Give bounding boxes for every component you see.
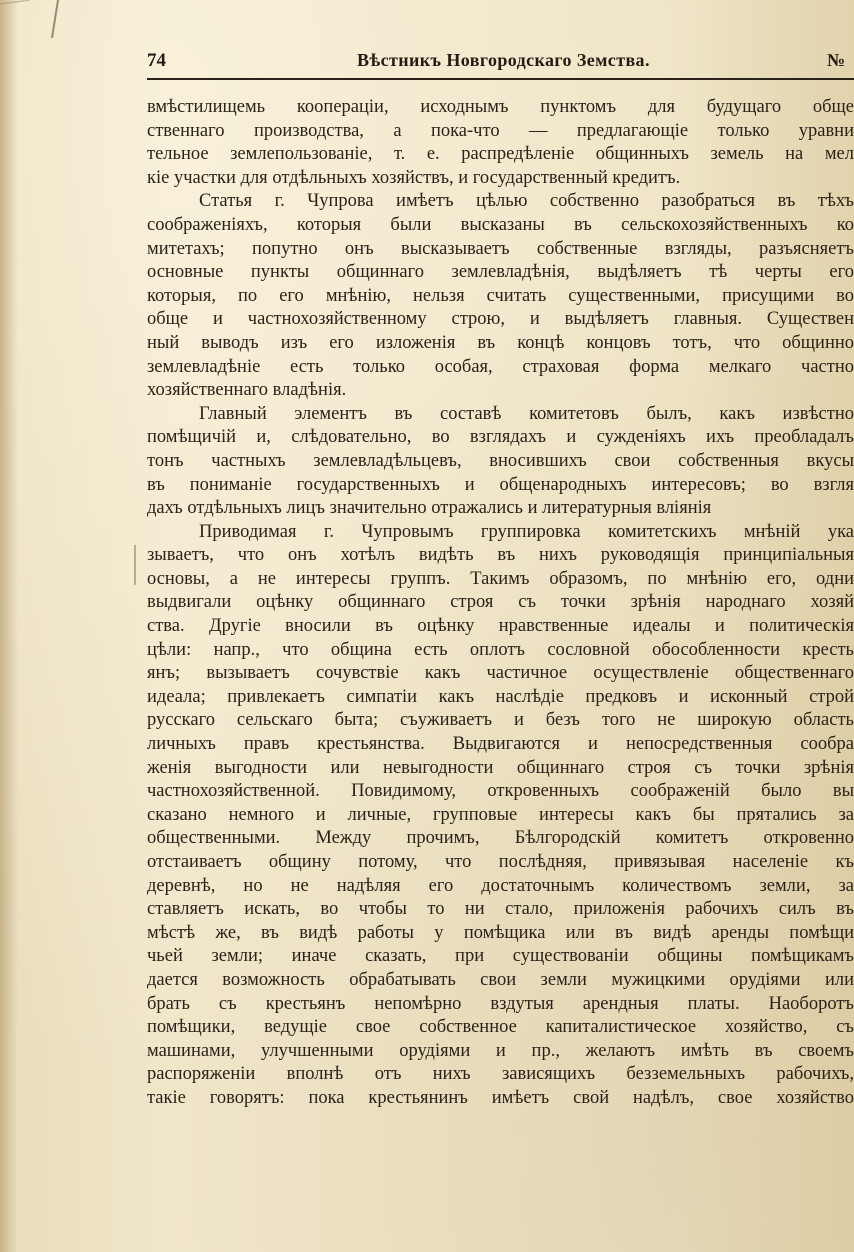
text-line: помѣщичій и, слѣдовательно, во взглядахъ и сужденіяхъ ихъ преобладалъ	[147, 427, 854, 448]
text-line: деревнѣ, но не надѣляя его достаточнымъ количествомъ земли, за	[147, 875, 854, 896]
page-number: 74	[147, 50, 166, 71]
text-line: обще и частнохозяйственному строю, и выдѣляетъ главныя. Существен	[147, 309, 854, 330]
text-line: общественными. Между прочимъ, Бѣлгородскій комитетъ откровенно	[147, 828, 854, 849]
page-left-edge-shadow	[0, 0, 18, 1252]
text-line: янъ; вызываетъ сочувствіе какъ частичное осуществленіе общественнаго	[147, 663, 854, 684]
text-line: машинами, улучшенными орудіями и пр., желаютъ имѣть въ своемъ	[147, 1040, 854, 1061]
text-line: личныхъ правъ крестьянства. Выдвигаются и непосредственныя сообра	[147, 734, 854, 755]
text-line: митетахъ; попутно онъ высказываетъ собственные взгляды, разъясняетъ	[147, 238, 854, 259]
text-line: чьей земли; иначе сказать, при существованіи общины помѣщикамъ	[147, 946, 854, 967]
text-line: тонъ частныхъ землевладѣльцевъ, вносившихъ свои собственныя вкусы	[147, 450, 854, 471]
corner-pen-mark	[0, 0, 70, 40]
text-line: отстаиваетъ общину потому, что послѣдняя, привязывая населеніе къ	[147, 852, 854, 872]
text-line: такіе говорятъ: пока крестьянинъ имѣетъ свой надѣлъ, свое хозяйство	[147, 1087, 854, 1108]
text-line: Главный элементъ въ составѣ комитетовъ былъ, какъ извѣстно	[199, 403, 854, 424]
text-line: дается возможность обрабатывать свои земли мужицкими орудіями или	[147, 969, 854, 990]
text-line: русскаго сельскаго быта; съуживаетъ и безъ того не широкую область	[147, 710, 854, 731]
text-line: въ пониманіе государственныхъ и общенародныхъ интересовъ; во взгля	[147, 474, 854, 495]
text-line: женія выгодности или невыгодности общиннаго строя съ точки зрѣнія	[147, 757, 854, 778]
text-line: вмѣстилищемь коопераціи, исходнымъ пунктомъ для будущаго обще	[147, 97, 854, 117]
text-line: ставляетъ искать, во чтобы то ни стало, приложенія рабочихъ силъ въ	[147, 899, 854, 920]
text-line: сказано немного и личные, групповые интересы какъ бы прятались за	[147, 804, 854, 825]
text-line: основные пункты общиннаго землевладѣнія, выдѣляетъ тѣ черты его	[147, 262, 854, 283]
text-line: помѣщики, ведущіе свое собственное капиталистическое хозяйство, съ	[147, 1017, 854, 1038]
text-line: землевладѣніе есть только особая, страховая форма мелкаго частно	[147, 356, 854, 377]
text-line: брать съ крестьянъ непомѣрно вздутыя арендныя платы. Наоборотъ	[147, 993, 854, 1014]
text-line: основы, а не интересы группъ. Такимъ образомъ, по мнѣнію его, одни	[147, 568, 854, 589]
text-line: ства. Другіе вносили въ оцѣнку нравственные идеалы и политическія	[147, 616, 854, 637]
running-title: Вѣстникъ Новгородскаго Земства.	[357, 50, 650, 70]
text-line: Приводимая г. Чупровымъ группировка комитетскихъ мнѣній ука	[199, 521, 854, 542]
running-header	[147, 50, 854, 74]
text-line: мѣстѣ же, въ видѣ работы у помѣщика или въ видѣ аренды помѣщи	[147, 922, 854, 943]
text-line: тельное землепользованіе, т. е. распредѣленіе общинныхъ земель на мел	[147, 144, 854, 165]
text-line: которыя, по его мнѣнію, нельзя считать существенными, присущими во	[147, 285, 854, 306]
text-line: Статья г. Чупрова имѣетъ цѣлью собственно разобраться въ тѣхъ	[199, 191, 854, 212]
text-line: ственнаго производства, а пока-что — предлагающіе только уравни	[147, 120, 854, 141]
header-rule	[147, 78, 854, 80]
text-line: зываетъ, что онъ хотѣлъ видѣть въ нихъ руководящія принципіальныя	[147, 545, 854, 566]
text-line: цѣли: напр., что община есть оплотъ сословной обособленности кресть	[147, 639, 854, 660]
text-line: идеала; привлекаетъ симпатіи какъ наслѣдіе предковъ и исконный строй	[147, 686, 854, 707]
text-line: ный выводъ изъ его изложенія въ концѣ концовъ тотъ, что общинно	[147, 332, 854, 353]
text-line: кіе участки для отдѣльныхъ хозяйствъ, и государственный кредитъ.	[147, 167, 681, 188]
text-line: дахъ отдѣльныхъ лицъ значительно отражались и литературныя вліянія	[147, 498, 712, 519]
body-text	[147, 96, 854, 1246]
text-line: хозяйственнаго владѣнія.	[147, 380, 347, 401]
text-line: соображеніяхъ, которыя были высказаны въ сельскохозяйственныхъ ко	[147, 214, 854, 235]
text-line: частнохозяйственной. Повидимому, откровенныхъ соображеній было вы	[147, 781, 854, 802]
text-line: выдвигали оцѣнку общиннаго строя съ точки зрѣнія народнаго хозяй	[147, 592, 854, 613]
issue-number-mark: №	[827, 50, 846, 70]
margin-pencil-mark	[134, 545, 136, 585]
text-line: распоряженіи вполнѣ отъ нихъ зависящихъ безземельныхъ рабочихъ,	[147, 1064, 854, 1085]
